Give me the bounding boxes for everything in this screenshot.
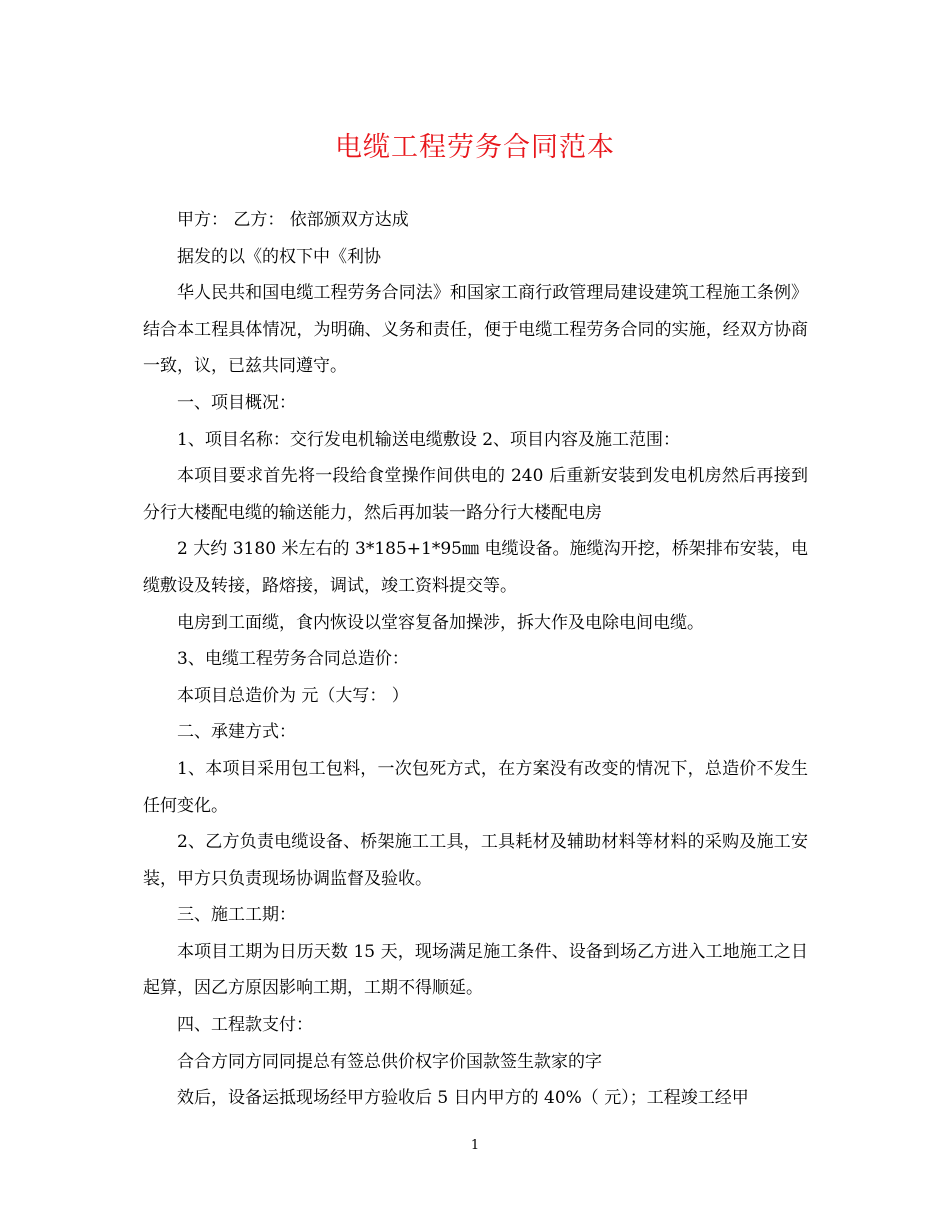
document-body	[143, 202, 808, 1117]
heading-payment: 四、工程款支付：	[177, 1015, 313, 1036]
paragraph-lump-sum: 1、本项目采用包工包料，一次包死方式，在方案没有改变的情况下，总造价不发生任何变化。	[143, 758, 808, 816]
heading-construction-period: 三、施工工期：	[177, 905, 296, 926]
heading-total-price: 3、电缆工程劳务合同总造价：	[177, 649, 409, 670]
paragraph-parties: 甲方： 乙方： 依部颁双方达成	[177, 210, 409, 230]
paragraph-basis-continued: 华人民共和国电缆工程劳务合同法》和国家工商行政管理局建设建筑工程施工条例》结合本工程具体情况，为明确、义务和责任，便于电缆工程劳务合同的实施，经双方协商一致，议，已兹共同遵守。	[143, 283, 808, 377]
paragraph-total-price: 本项目总造价为 元（大写： ）	[177, 685, 409, 706]
paragraph-project-name: 1、项目名称：交行发电机输送电缆敷设 2、项目内容及施工范围：	[177, 429, 681, 450]
paragraph-project-scope: 本项目要求首先将一段给食堂操作间供电的 240 后重新安装到发电机房然后再接到分行大楼配电缆的输送能力，然后再加装一路分行大楼配电房	[143, 466, 808, 523]
document-title: 电缆工程劳务合同范本	[335, 132, 615, 163]
paragraph-cable-equipment: 2 大约 3180 米左右的 3*185+1*95㎜ 电缆设备。施缆沟开挖，桥架排布安装，电缆敷设及转接，路熔接，调试，竣工资料提交等。	[143, 539, 808, 596]
paragraph-payment-terms: 合合方同方同同提总有签总供价权字价国款签生款家的字	[177, 1051, 602, 1072]
paragraph-payment-schedule: 效后，设备运抵现场经甲方验收后 5 日内甲方的 40%（ 元）；工程竣工经甲	[177, 1088, 749, 1109]
heading-contract-method: 二、承建方式：	[177, 722, 296, 743]
paragraph-restoration: 电房到工面缆，食内恢设以堂容复备加操涉，拆大作及电除电间电缆。	[177, 612, 704, 633]
paragraph-basis: 据发的以《的权下中《利协	[177, 246, 381, 267]
paragraph-construction-period: 本项目工期为日历天数 15 天，现场满足施工条件、设备到场乙方进入工地施工之日起算，因乙方原因影响工期，工期不得顺延。	[143, 941, 808, 999]
paragraph-responsibilities: 2、乙方负责电缆设备、桥架施工工具，工具耗材及辅助材料等材料的采购及施工安装，甲方只负责现场协调监督及验收。	[143, 832, 808, 889]
page-number: 1	[470, 1138, 480, 1153]
heading-project-overview: 一、项目概况：	[177, 392, 296, 413]
